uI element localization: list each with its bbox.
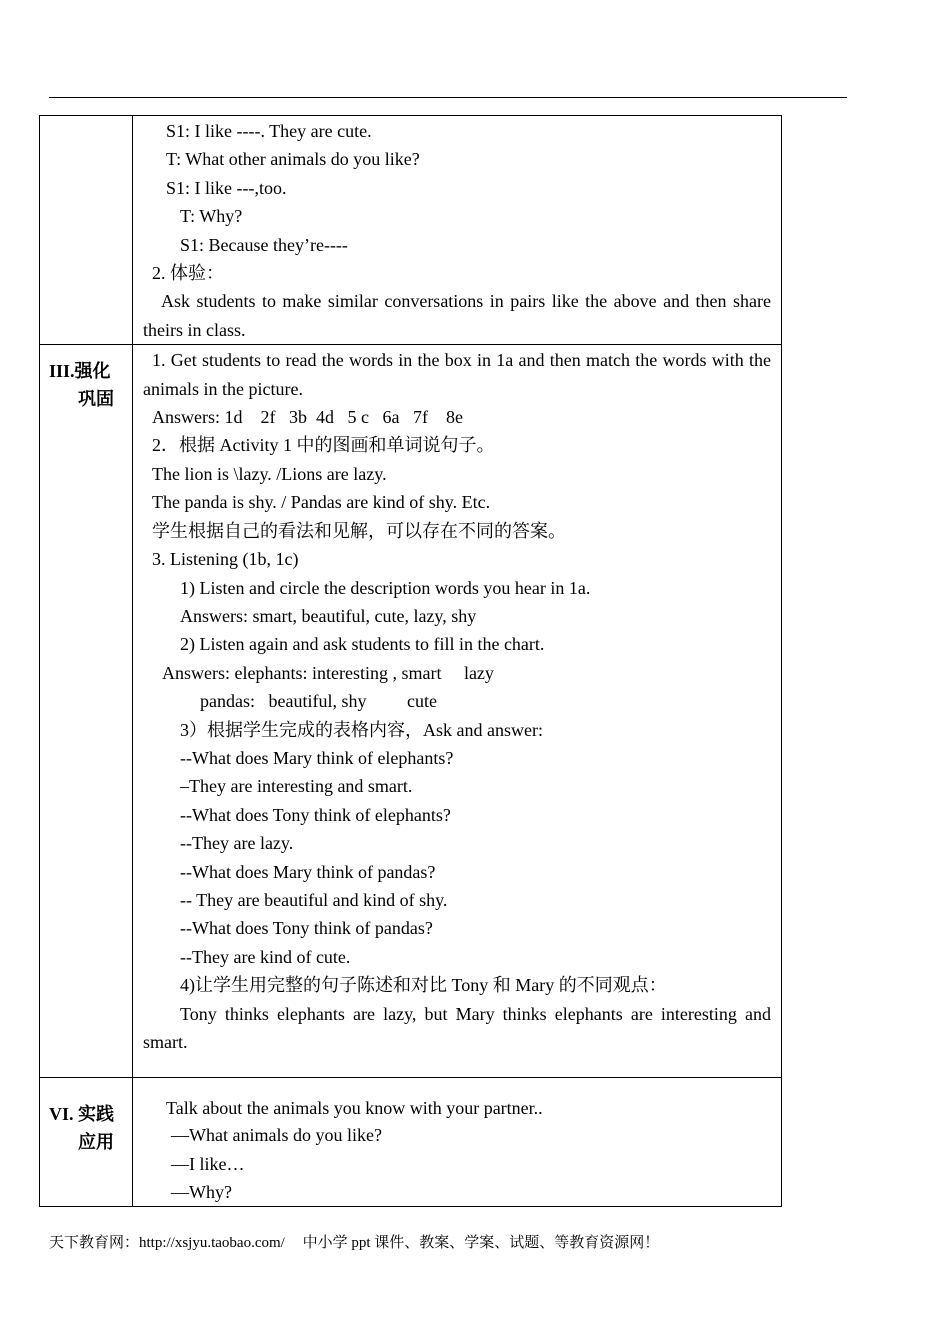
text-paragraph: 1. Get students to read the words in the box in 1a and then match the words with the animals in the picture. (143, 350, 771, 399)
text-line: —Why? (171, 1182, 232, 1203)
text-line: 3. Listening (1b, 1c) (152, 549, 299, 570)
text-line: --What does Tony think of elephants? (180, 804, 451, 825)
text-line: 1) Listen and circle the description words you hear in 1a. (180, 577, 591, 598)
label-line: III.强化 (49, 361, 111, 382)
text-line: 学生根据自己的看法和见解，可以存在不同的答案。 (152, 520, 566, 541)
text-line: 4)让学生用完整的句子陈述和对比 Tony 和 Mary 的不同观点： (180, 975, 667, 996)
row-content-dialogue (133, 116, 782, 345)
text-line: --What does Mary think of elephants? (180, 747, 454, 768)
text-line: -- They are beautiful and kind of shy. (180, 889, 448, 910)
answers-line: Answers: 1d 2f 3b 4d 5 c 6a 7f 8e (152, 407, 463, 428)
label-line: VI. 实践 (49, 1104, 115, 1125)
row-label-empty (40, 116, 133, 345)
text-paragraph: Tony thinks elephants are lazy, but Mary thinks elephants are interesting and smart. (143, 1003, 771, 1052)
row-label-consolidation (40, 345, 133, 1078)
row-label-practice (40, 1078, 133, 1207)
text-line: 2．根据 Activity 1 中的图画和单词说句子。 (152, 435, 495, 456)
text-line: –They are interesting and smart. (180, 776, 413, 797)
text-line: Answers: smart, beautiful, cute, lazy, shy (180, 605, 477, 626)
text-line: Answers: elephants: interesting , smart lazy (162, 662, 494, 683)
text-line: The lion is \lazy. /Lions are lazy. (152, 463, 387, 484)
text-line: The panda is shy. / Pandas are kind of shy. Etc. (152, 492, 491, 513)
text-line: pandas: beautiful, shy cute (200, 691, 437, 712)
text-line: S1: Because they’re---- (180, 234, 348, 255)
table-row-dialogue (40, 116, 782, 345)
text-line: --They are kind of cute. (180, 946, 351, 967)
table-row-practice (40, 1078, 782, 1207)
text-paragraph: Ask students to make similar conversations in pairs like the above and then share theirs in class. (143, 291, 771, 340)
label-line: 应用 (78, 1132, 114, 1153)
label-line: 巩固 (78, 389, 114, 410)
table-row-consolidation (40, 345, 782, 1078)
text-line: --What does Tony think of pandas? (180, 918, 433, 939)
text-line: --What does Mary think of pandas? (180, 861, 436, 882)
text-line: —What animals do you like? (171, 1125, 382, 1146)
text-line: 2. 体验： (152, 263, 224, 284)
text-line: T: What other animals do you like? (166, 149, 420, 170)
text-line: —I like… (171, 1153, 245, 1174)
row-content-practice (133, 1078, 782, 1207)
text-line: Talk about the animals you know with your partner.. (166, 1098, 543, 1119)
footer-site: 天下教育网：http://xsjyu.taobao.com/ (49, 1235, 285, 1251)
text-line: S1: I like ---,too. (166, 177, 287, 198)
footer-tagline: 中小学 ppt 课件、教案、学案、试题、等教育资源网！ (302, 1235, 660, 1251)
text-line: S1: I like ----. They are cute. (166, 121, 372, 141)
page-footer (49, 1231, 673, 1252)
text-line: 2) Listen again and ask students to fill in the chart. (180, 634, 545, 655)
text-line: 3）根据学生完成的表格内容，Ask and answer: (180, 719, 543, 740)
header-rule (49, 97, 847, 98)
text-line: --They are lazy. (180, 833, 294, 854)
row-content-consolidation (133, 345, 782, 1078)
text-line: T: Why? (180, 206, 243, 227)
lesson-plan-table (39, 115, 782, 1207)
